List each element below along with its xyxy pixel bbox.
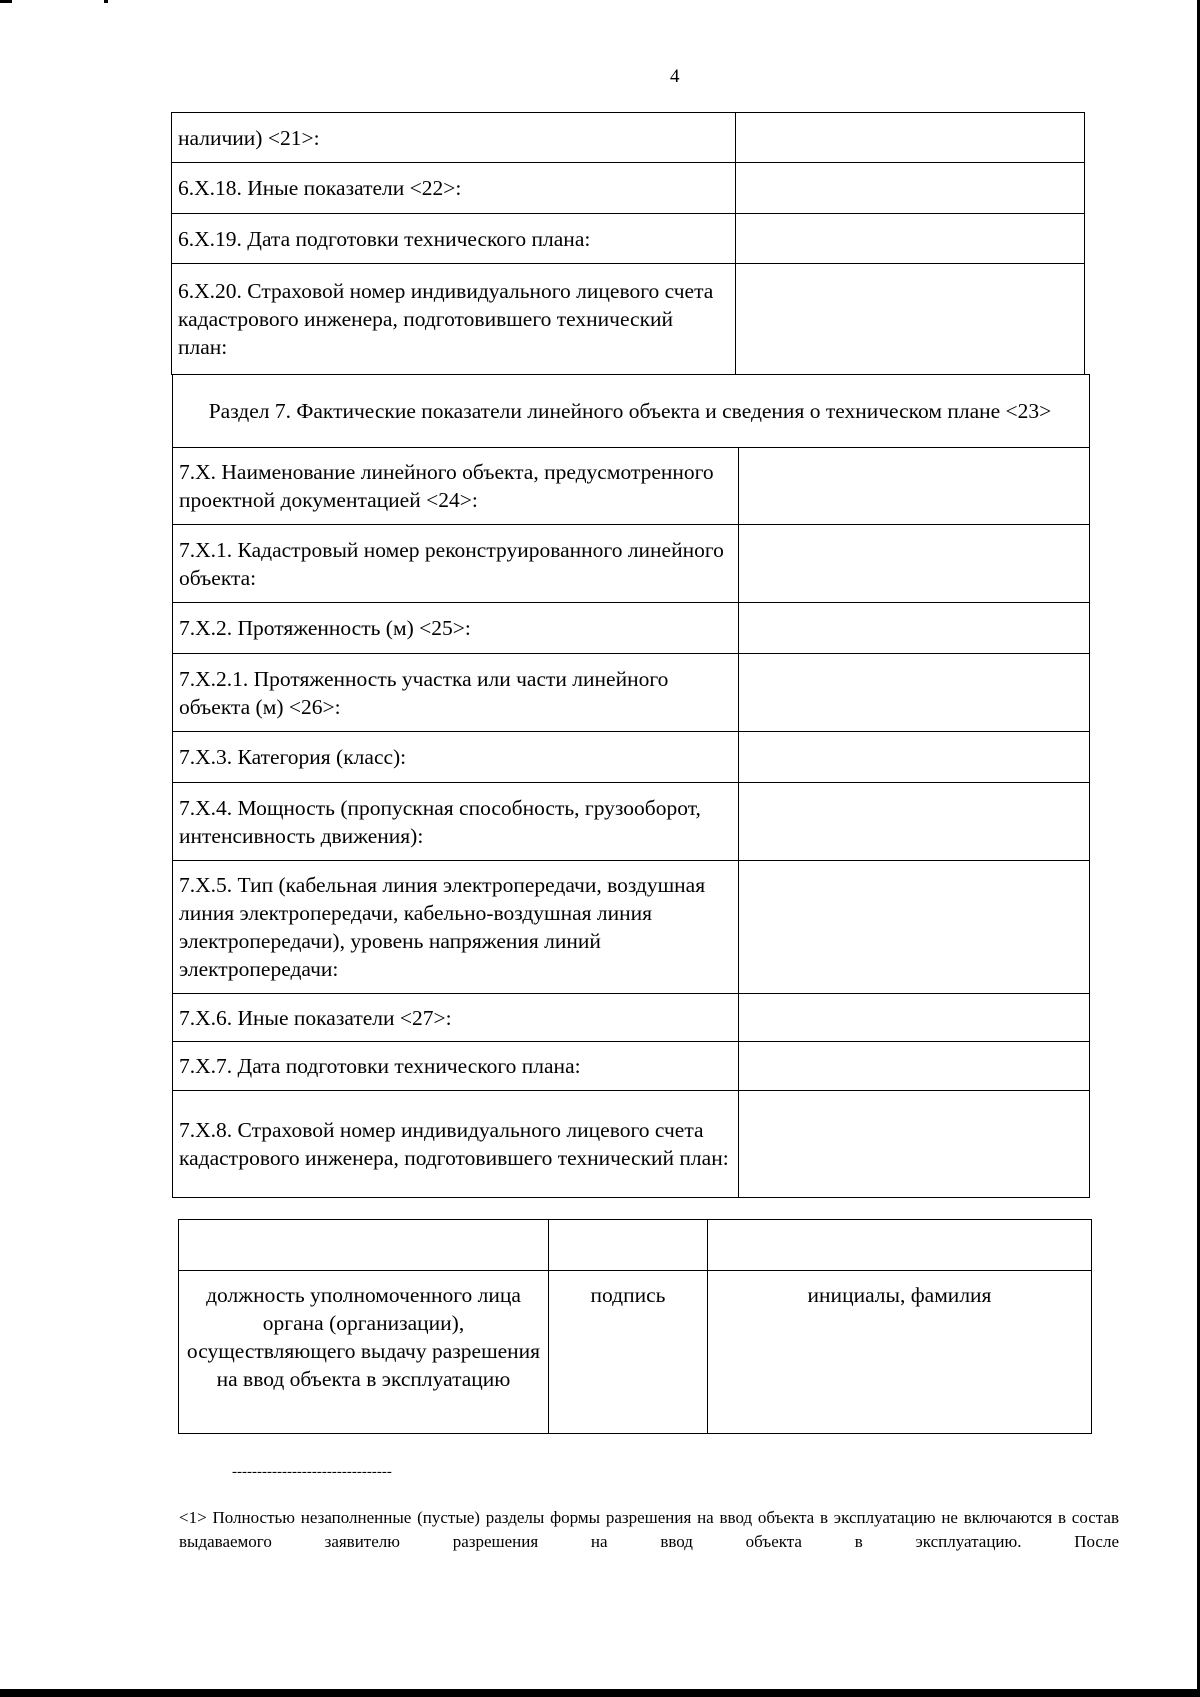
- row-label: 7.X.7. Дата подготовки технического плана:: [173, 1042, 739, 1091]
- table-row: [173, 1091, 1090, 1198]
- row-label: 7.X.8. Страховой номер индивидуального лицевого счета кадастрового инженера, подготовившего технический план:: [173, 1091, 739, 1198]
- signature-caption-row: [179, 1271, 1092, 1434]
- row-label: 7.X.3. Категория (класс):: [173, 732, 739, 783]
- row-label: 6.X.19. Дата подготовки технического плана:: [172, 214, 736, 264]
- footnote-1: <1> Полностью незаполненные (пустые) разделы формы разрешения на ввод объекта в эксплуатацию не включаются в состав выдаваемого заявителю разрешения на ввод объекта в эксплуатацию. После: [179, 1508, 1119, 1551]
- position-caption: должность уполномоченного лица органа (организации), осуществляющего выдачу разрешения на ввод объекта в эксплуатацию: [179, 1271, 549, 1434]
- signature-fill-cell: [549, 1220, 708, 1271]
- row-value-cell: [736, 163, 1085, 214]
- position-fill-cell: [179, 1220, 549, 1271]
- section7-header-row: [173, 375, 1090, 448]
- name-caption: инициалы, фамилия: [708, 1271, 1092, 1434]
- signature-caption: подпись: [549, 1271, 708, 1434]
- section6-table: [171, 112, 1085, 375]
- row-label: 6.X.20. Страховой номер индивидуального лицевого счета кадастрового инженера, подготовившего технический план:: [172, 264, 736, 375]
- row-label: 7.X. Наименование линейного объекта, предусмотренного проектной документацией <24>:: [173, 448, 739, 525]
- page-number: 4: [670, 66, 680, 87]
- row-label: 7.X.4. Мощность (пропускная способность, грузооборот, интенсивность движения):: [173, 783, 739, 861]
- table-row: [172, 214, 1085, 264]
- table-row: [172, 113, 1085, 163]
- row-value-cell: [736, 214, 1085, 264]
- row-value-cell: [739, 525, 1090, 603]
- table-row: [173, 861, 1090, 994]
- section7-table: [172, 374, 1090, 1198]
- table-row: [173, 783, 1090, 861]
- section7-heading: Раздел 7. Фактические показатели линейного объекта и сведения о техническом плане <23>: [173, 375, 1090, 448]
- table-row: [173, 448, 1090, 525]
- table-row: [173, 654, 1090, 732]
- row-value-cell: [739, 603, 1090, 654]
- row-label: наличии) <21>:: [172, 113, 736, 163]
- table-row: [173, 525, 1090, 603]
- footnote-separator: --------------------------------: [232, 1464, 392, 1480]
- row-value-cell: [736, 264, 1085, 375]
- scan-mark: [104, 0, 108, 3]
- table-row: [172, 264, 1085, 375]
- row-value-cell: [739, 861, 1090, 994]
- row-label: 7.X.6. Иные показатели <27>:: [173, 994, 739, 1042]
- table-row: [173, 603, 1090, 654]
- table-row: [173, 732, 1090, 783]
- row-label: 7.X.1. Кадастровый номер реконструированного линейного объекта:: [173, 525, 739, 603]
- row-value-cell: [739, 994, 1090, 1042]
- row-label: 6.X.18. Иные показатели <22>:: [172, 163, 736, 214]
- table-row: [173, 994, 1090, 1042]
- row-label: 7.X.2. Протяженность (м) <25>:: [173, 603, 739, 654]
- scan-mark: [0, 0, 12, 3]
- signature-fill-row: [179, 1220, 1092, 1271]
- row-value-cell: [739, 1091, 1090, 1198]
- signature-table: [178, 1219, 1092, 1434]
- row-value-cell: [739, 1042, 1090, 1091]
- scan-edge-bottom: [0, 1689, 1200, 1697]
- row-value-cell: [739, 654, 1090, 732]
- row-value-cell: [739, 732, 1090, 783]
- table-row: [172, 163, 1085, 214]
- row-label: 7.X.5. Тип (кабельная линия электропередачи, воздушная линия электропередачи, кабельно-воздушная линия электропередачи), уровень напряжения линий электропередачи:: [173, 861, 739, 994]
- row-label: 7.X.2.1. Протяженность участка или части линейного объекта (м) <26>:: [173, 654, 739, 732]
- row-value-cell: [739, 448, 1090, 525]
- name-fill-cell: [708, 1220, 1092, 1271]
- row-value-cell: [736, 113, 1085, 163]
- row-value-cell: [739, 783, 1090, 861]
- table-row: [173, 1042, 1090, 1091]
